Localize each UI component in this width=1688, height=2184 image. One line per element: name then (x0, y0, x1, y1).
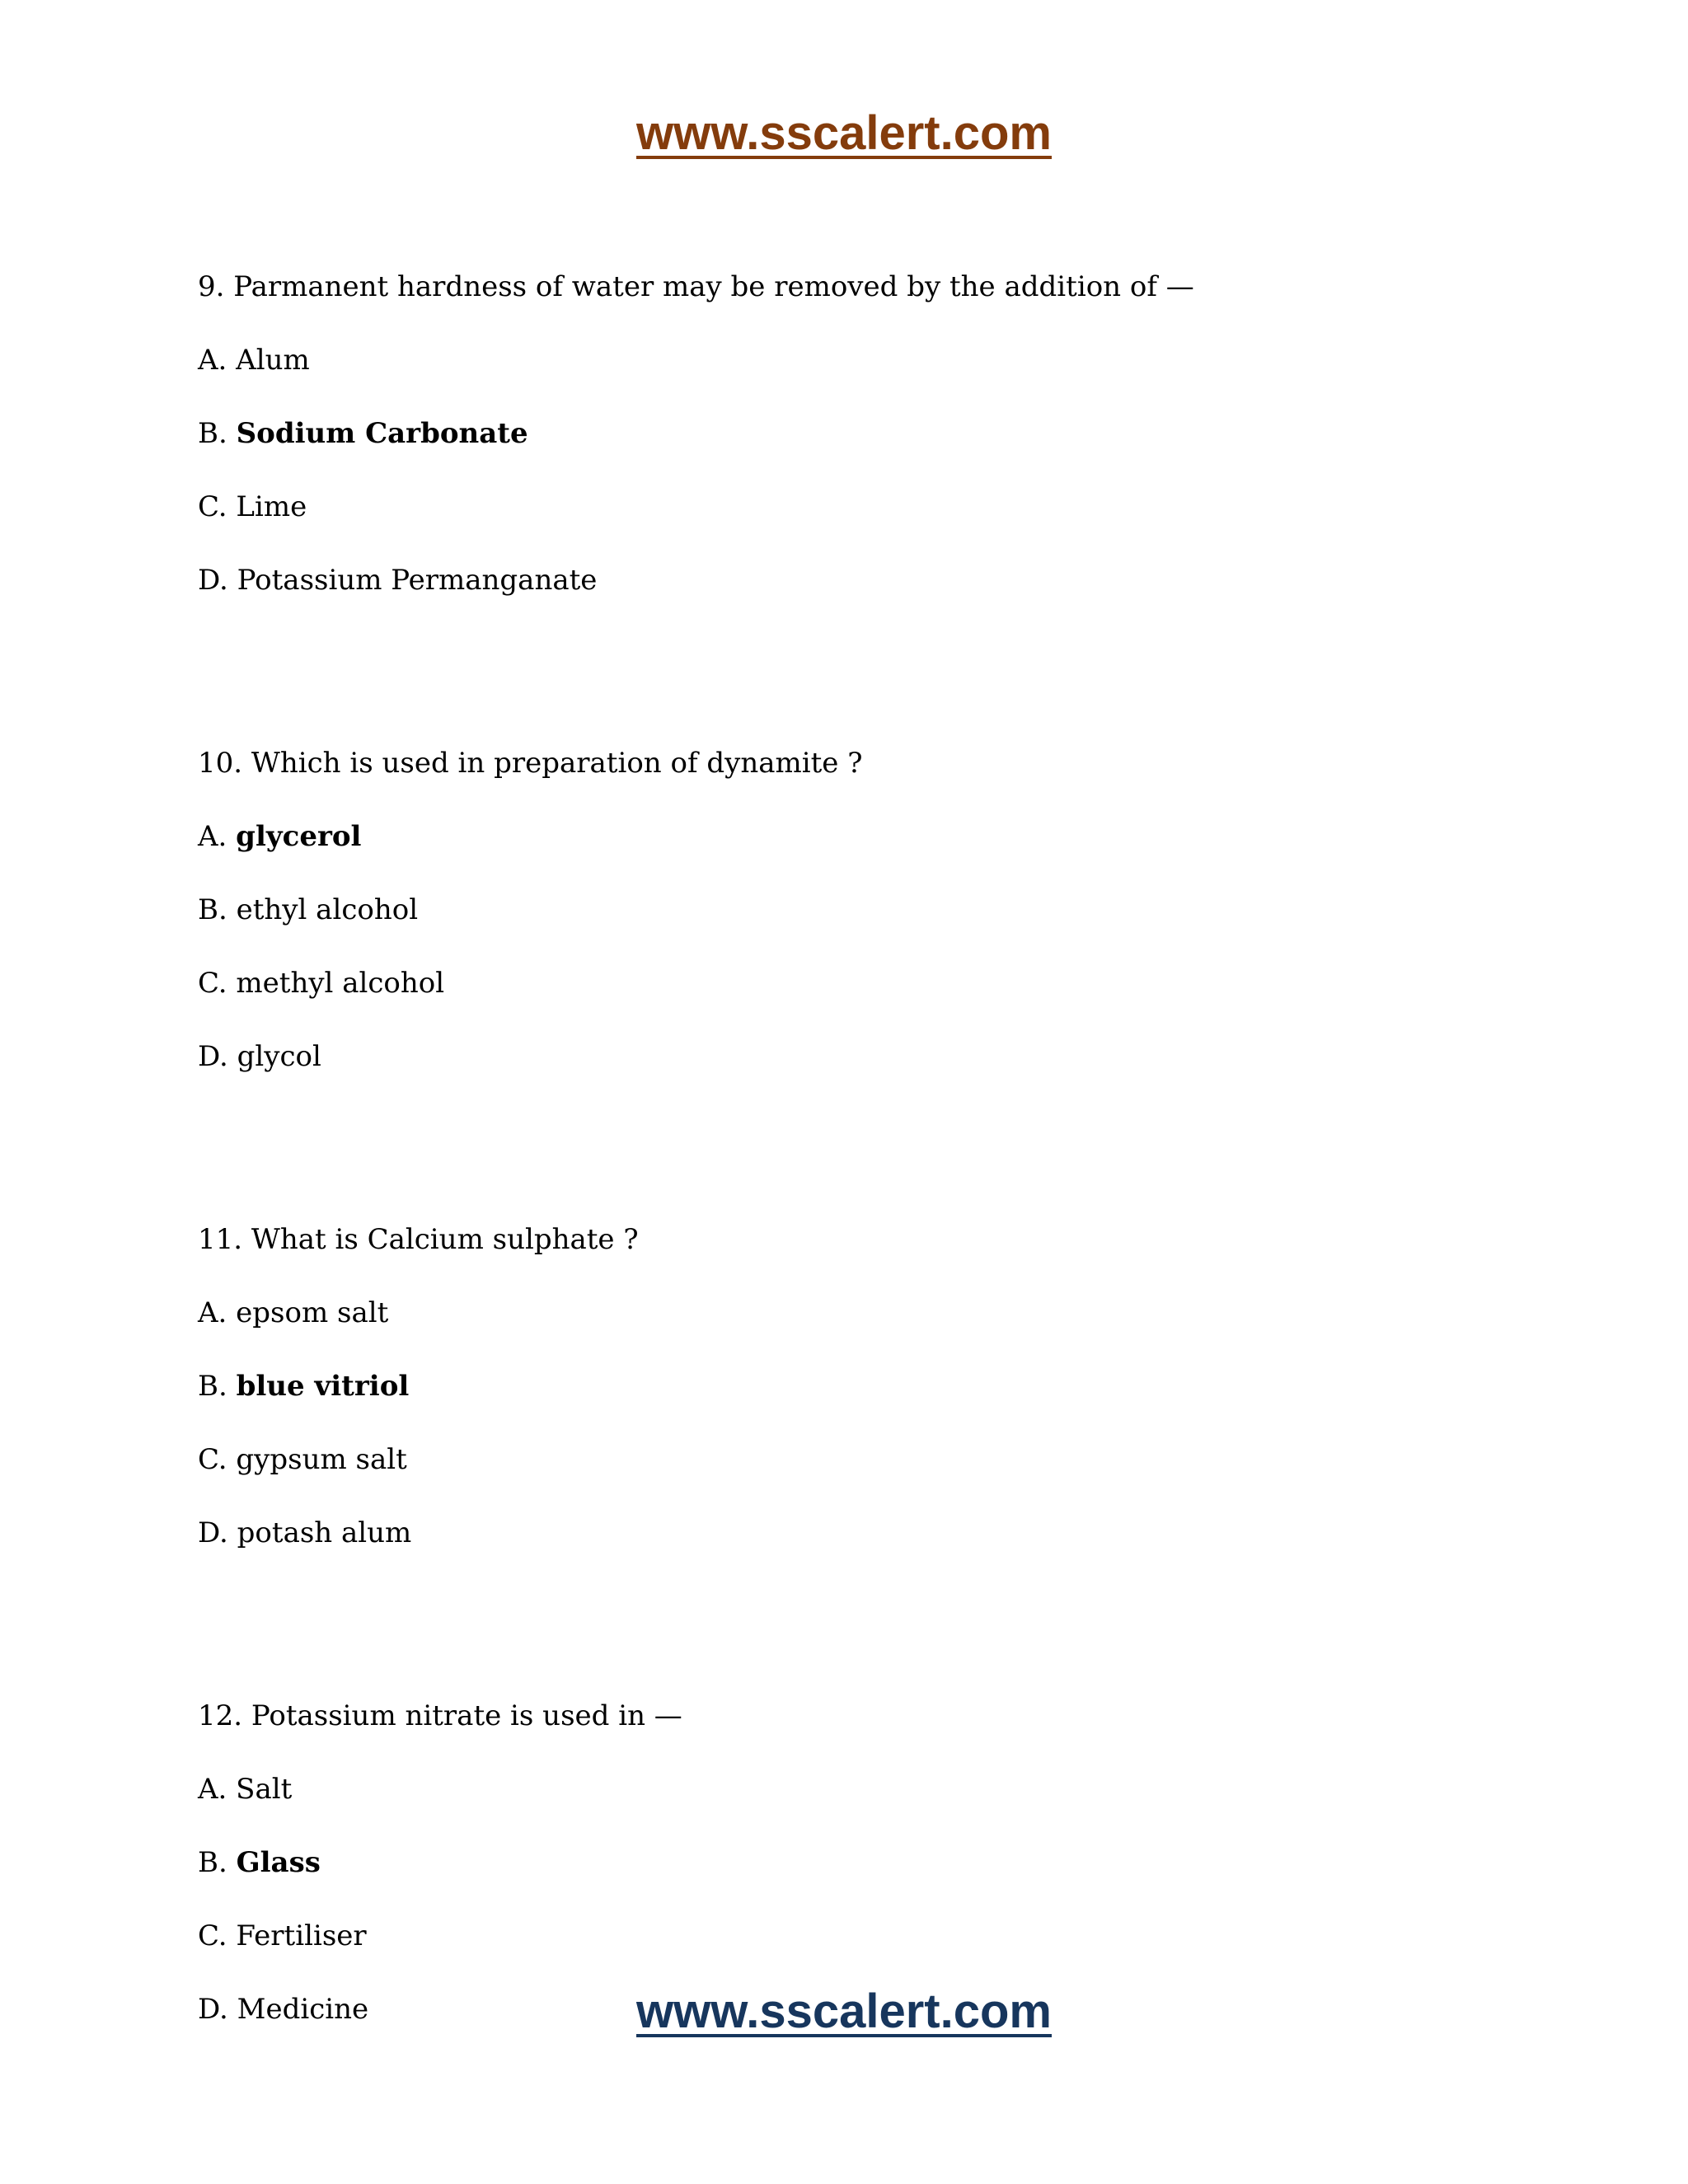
question-text: 12. Potassium nitrate is used in — (198, 1699, 682, 1732)
option-prefix: A. (198, 344, 237, 377)
option-a (198, 1295, 1517, 1331)
option-prefix: D. (198, 1516, 237, 1549)
option-d (198, 562, 1517, 598)
option-prefix: A. (198, 1773, 237, 1806)
option-prefix: D. (198, 564, 237, 597)
question-text: 11. What is Calcium sulphate ? (198, 1223, 639, 1256)
option-prefix: C. (198, 967, 237, 1000)
option-prefix: C. (198, 490, 237, 523)
correct-answer: Sodium Carbonate (236, 417, 528, 450)
option-prefix: B. (198, 1370, 237, 1403)
option-prefix: A. (198, 820, 237, 853)
option-prefix: A. (198, 1296, 237, 1329)
option-label: Lime (236, 490, 307, 523)
option-c (198, 489, 1517, 525)
option-b (198, 415, 1517, 452)
option-d (198, 1515, 1517, 1551)
option-b (198, 892, 1517, 928)
option-prefix: D. (198, 1993, 237, 2026)
option-b (198, 1368, 1517, 1404)
option-prefix: D. (198, 1040, 237, 1073)
option-label: methyl alcohol (236, 967, 445, 1000)
option-label: Alum (236, 344, 310, 377)
correct-answer: glycerol (236, 820, 362, 853)
question-list (198, 269, 1517, 2027)
option-b (198, 1844, 1517, 1881)
option-prefix: C. (198, 1919, 237, 1952)
question-10 (198, 745, 1517, 1075)
question-text: 9. Parmanent hardness of water may be removed by the addition of — (198, 270, 1194, 303)
option-label: gypsum salt (236, 1443, 407, 1476)
option-label: epsom salt (236, 1296, 389, 1329)
option-label: Medicine (237, 1993, 369, 2026)
question-text: 10. Which is used in preparation of dynamite ? (198, 747, 863, 780)
correct-answer: blue vitriol (236, 1370, 410, 1403)
option-d (198, 1038, 1517, 1075)
option-c (198, 1918, 1517, 1954)
correct-answer: Glass (236, 1846, 321, 1879)
option-a (198, 342, 1517, 378)
footer-site-link[interactable]: www.sscalert.com (636, 1985, 1052, 2038)
option-label: glycol (237, 1040, 321, 1073)
option-prefix: C. (198, 1443, 237, 1476)
option-a (198, 818, 1517, 855)
option-label: Fertiliser (236, 1919, 367, 1952)
question-11 (198, 1221, 1517, 1551)
option-label: Potassium Permanganate (237, 564, 598, 597)
option-prefix: B. (198, 417, 237, 450)
option-prefix: B. (198, 1846, 237, 1879)
option-label: ethyl alcohol (236, 893, 419, 926)
option-prefix: B. (198, 893, 237, 926)
question-9 (198, 269, 1517, 598)
option-a (198, 1771, 1517, 1807)
question-12 (198, 1698, 1517, 2027)
option-label: potash alum (237, 1516, 412, 1549)
option-c (198, 1441, 1517, 1478)
option-label: Salt (236, 1773, 293, 1806)
option-c (198, 965, 1517, 1001)
header-site-link[interactable]: www.sscalert.com (636, 106, 1052, 160)
